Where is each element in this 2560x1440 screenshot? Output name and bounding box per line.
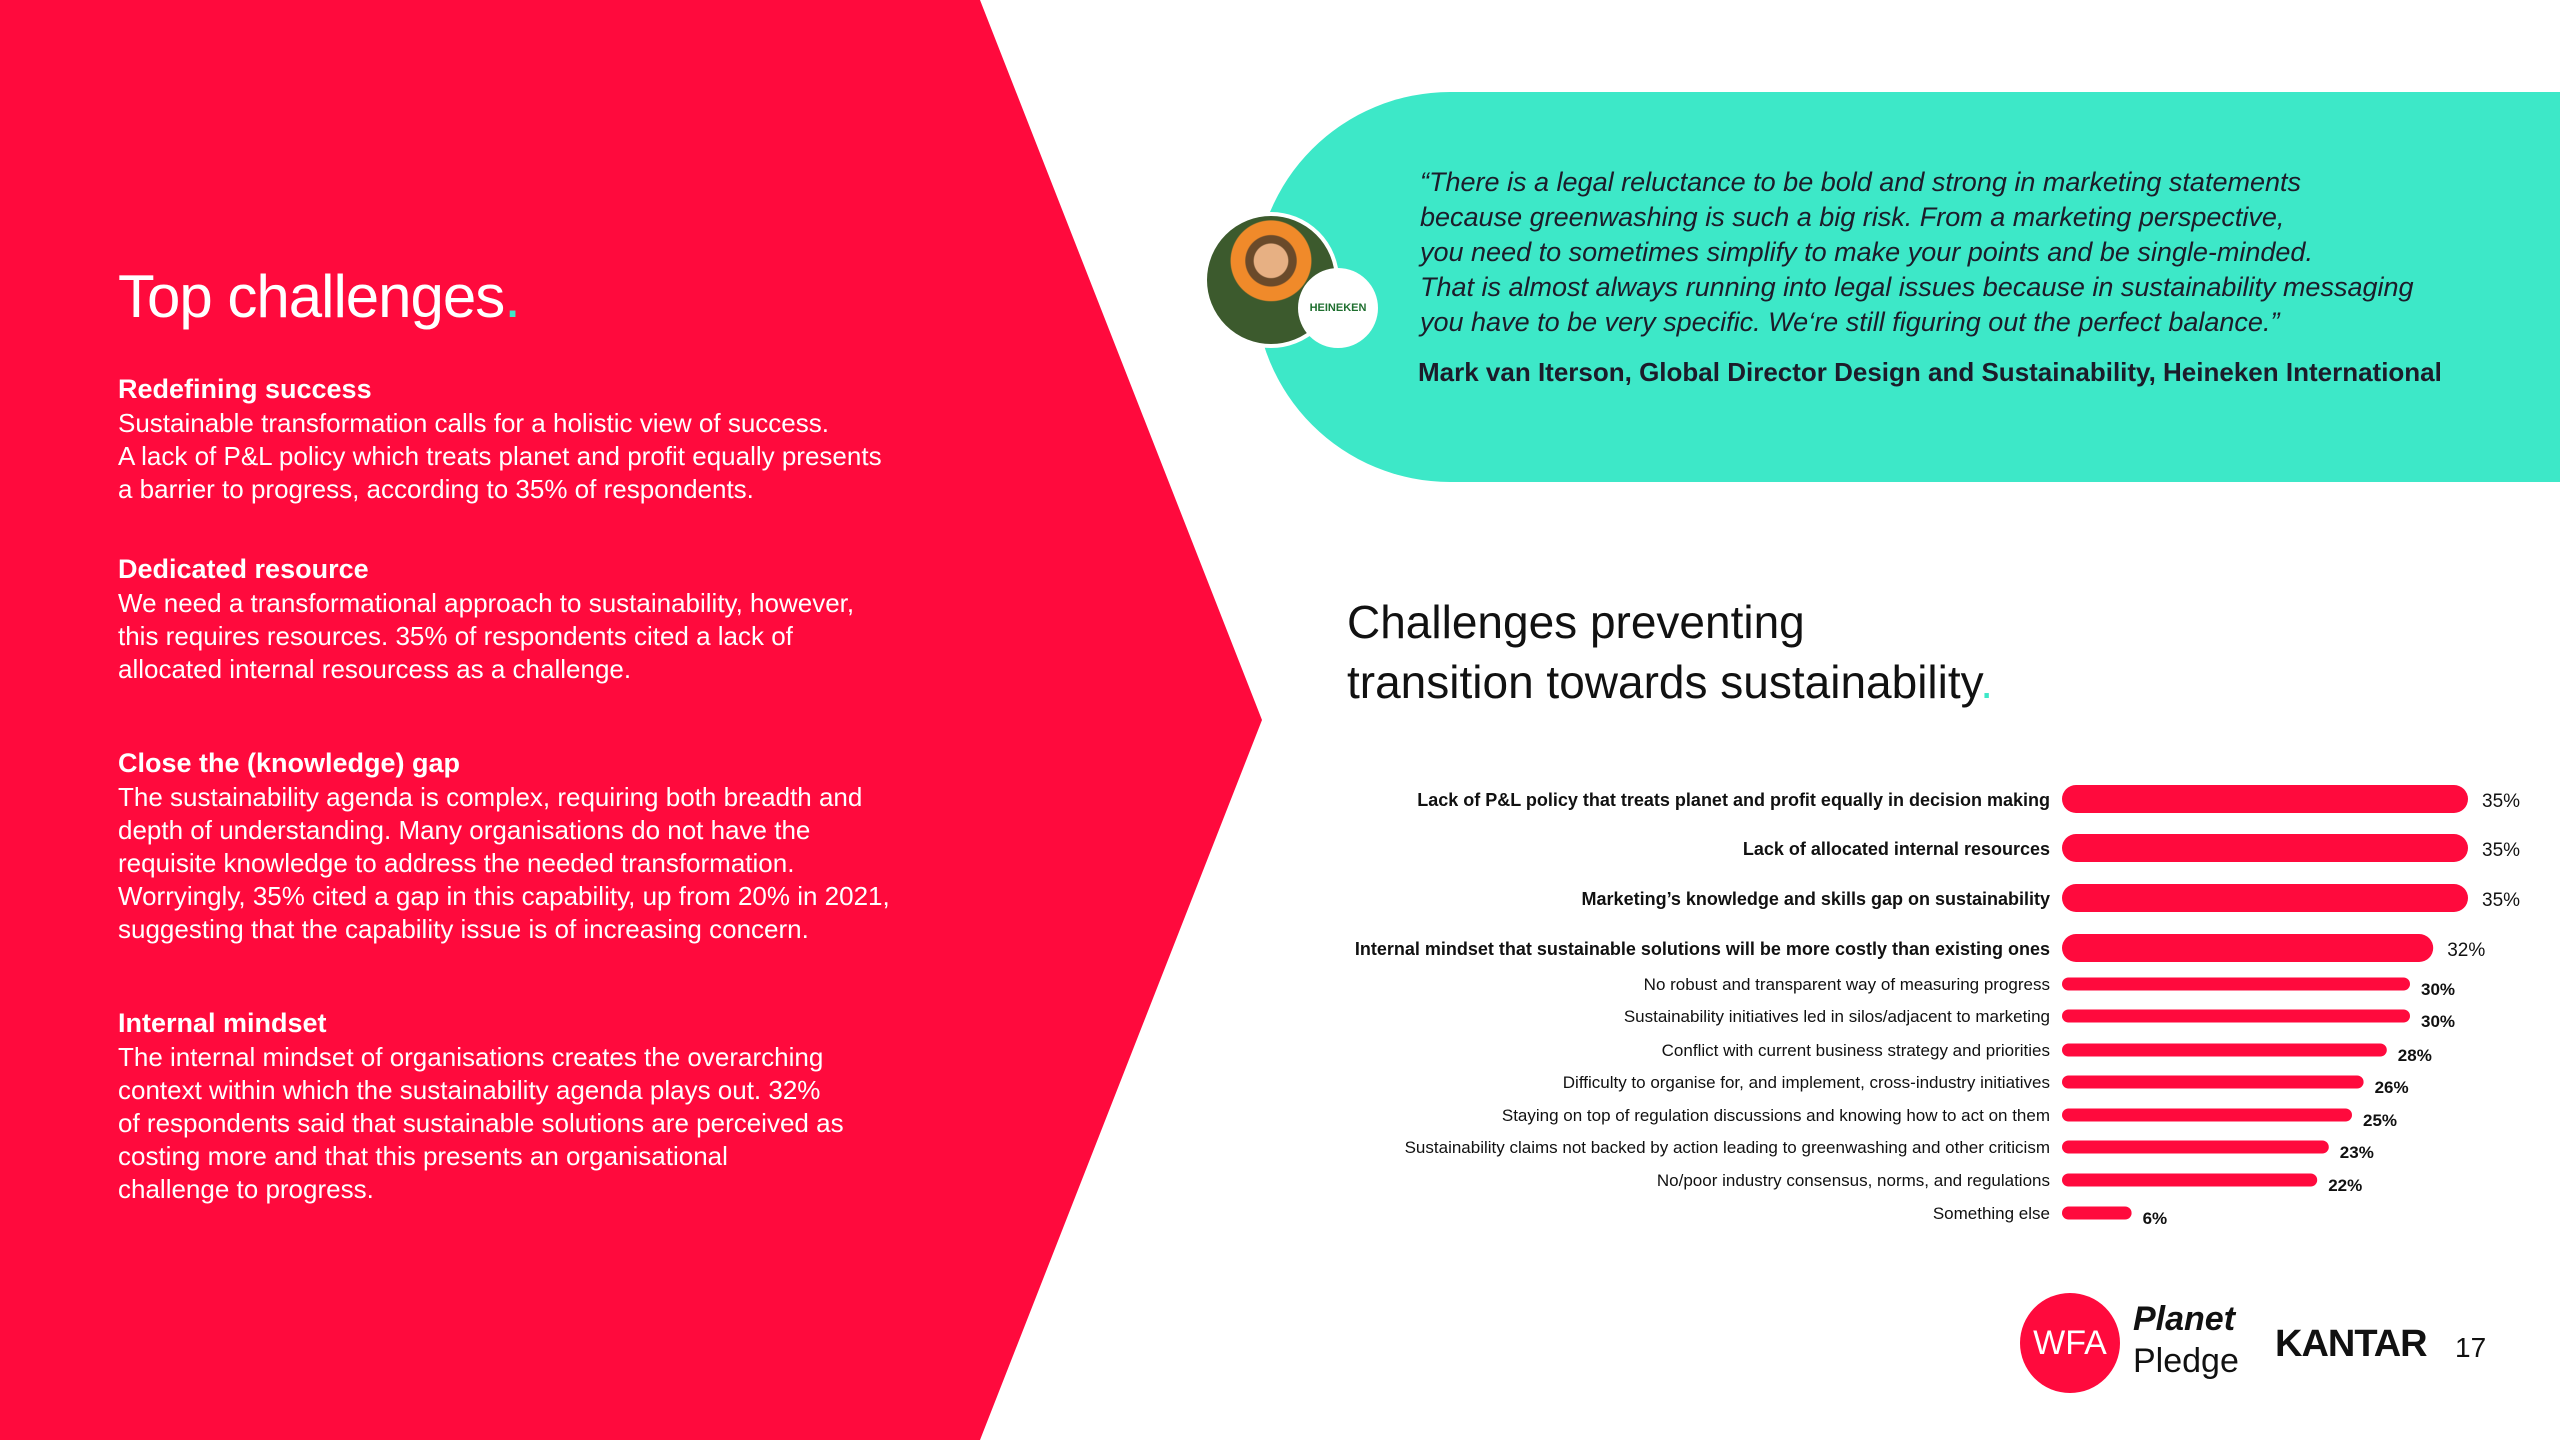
bar-category-label: Conflict with current business strategy and priorities <box>1661 1041 2050 1060</box>
bar <box>2062 785 2468 813</box>
bar-category-label: Lack of P&L policy that treats planet and profit equally in decision making <box>1417 790 2050 810</box>
bar-category-label: No robust and transparent way of measuring progress <box>1643 975 2050 994</box>
bar-value-label: 35% <box>2482 791 2521 812</box>
bar <box>2062 1207 2132 1220</box>
bar <box>2062 978 2410 991</box>
bar-category-label: No/poor industry consensus, norms, and regulations <box>1656 1171 2050 1190</box>
bar-value-label: 35% <box>2482 890 2521 911</box>
section-body: We need a transformational approach to sustainability, however, this requires resources. 35% of respondents cited a lack of allocated internal resourcess as a challenge. <box>118 588 855 684</box>
bar-value-label: 6% <box>2142 1209 2168 1228</box>
bar <box>2062 1174 2317 1187</box>
bar-category-label: Sustainability initiatives led in silos/adjacent to marketing <box>1623 1007 2050 1026</box>
bar-category-label: Lack of allocated internal resources <box>1742 839 2050 859</box>
bar-category-label: Marketing’s knowledge and skills gap on sustainability <box>1581 889 2050 909</box>
section-body: The internal mindset of organisations creates the overarching context within which the sustainability agenda plays out. 32% of respondents said that sustainable solutions are perceived as costing more and that this presents an organisational challenge to progress. <box>118 1042 844 1204</box>
bar-value-label: 30% <box>2421 1012 2456 1031</box>
chart-title-text: Challenges preventing transition towards sustainability <box>1347 596 1981 708</box>
page-title-text: Top challenges <box>118 263 505 330</box>
page-number: 17 <box>2455 1332 2487 1363</box>
bar-category-label: Sustainability claims not backed by action leading to greenwashing and other criticism <box>1404 1138 2050 1157</box>
bar <box>2062 1109 2352 1122</box>
bar-value-label: 26% <box>2374 1078 2409 1097</box>
bar <box>2062 1076 2364 1089</box>
quote-author: Mark van Iterson, Global Director Design and Sustainability, Heineken International <box>1418 357 2442 387</box>
bar-value-label: 32% <box>2447 940 2486 961</box>
heineken-logo-badge: HEINEKEN <box>1298 268 1378 348</box>
bar <box>2062 1010 2410 1023</box>
kantar-logo: KANTAR <box>2275 1323 2427 1365</box>
bar-value-label: 23% <box>2339 1143 2374 1162</box>
bar <box>2062 934 2433 962</box>
bar-value-label: 22% <box>2328 1176 2363 1195</box>
bar-value-label: 28% <box>2397 1046 2432 1065</box>
title-dot: . <box>504 263 520 330</box>
section-heading: Redefining success <box>118 374 372 404</box>
bar-category-label: Difficulty to organise for, and implement, cross-industry initiatives <box>1562 1073 2050 1092</box>
bar <box>2062 884 2468 912</box>
bar-value-label: 25% <box>2363 1111 2398 1130</box>
section-heading: Dedicated resource <box>118 554 369 584</box>
planet-pledge-logo-planet: Planet <box>2133 1300 2236 1338</box>
bar <box>2062 1141 2329 1154</box>
section-body: The sustainability agenda is complex, requiring both breadth and depth of understanding. Many organisations do not have the requisite knowledge to address the needed transformation. Worryingly, 35% cited a gap in this capability, up from 20% in 2021, suggesting that the capability issue is of increasing concern. <box>118 782 890 944</box>
bar-category-label: Internal mindset that sustainable solutions will be more costly than existing ones <box>1354 939 2050 959</box>
bar <box>2062 1044 2387 1057</box>
bar-category-label: Staying on top of regulation discussions and knowing how to act on them <box>1501 1106 2050 1125</box>
section-body: Sustainable transformation calls for a holistic view of success. A lack of P&L policy which treats planet and profit equally presents a barrier to progress, according to 35% of respondents. <box>118 408 882 504</box>
section-heading: Internal mindset <box>118 1008 327 1038</box>
bar <box>2062 834 2468 862</box>
bar-value-label: 30% <box>2421 980 2456 999</box>
quote-text: “There is a legal reluctance to be bold and strong in marketing statements because greenwashing is such a big risk. From a marketing perspective, you need to sometimes simplify to make your points and be single-minded. That is almost always running into legal issues because in sustainability messaging you have to be very specific. We‘re still figuring out the perfect balance.” <box>1420 167 2414 337</box>
bar-value-label: 35% <box>2482 840 2521 861</box>
chart-title-dot: . <box>1980 656 1993 708</box>
section-heading: Close the (knowledge) gap <box>118 748 461 778</box>
bar-category-label: Something else <box>1932 1204 2050 1223</box>
planet-pledge-logo-pledge: Pledge <box>2133 1342 2239 1380</box>
footer-logo-card <box>1945 1255 2295 1415</box>
wfa-logo: WFA <box>2020 1293 2120 1393</box>
